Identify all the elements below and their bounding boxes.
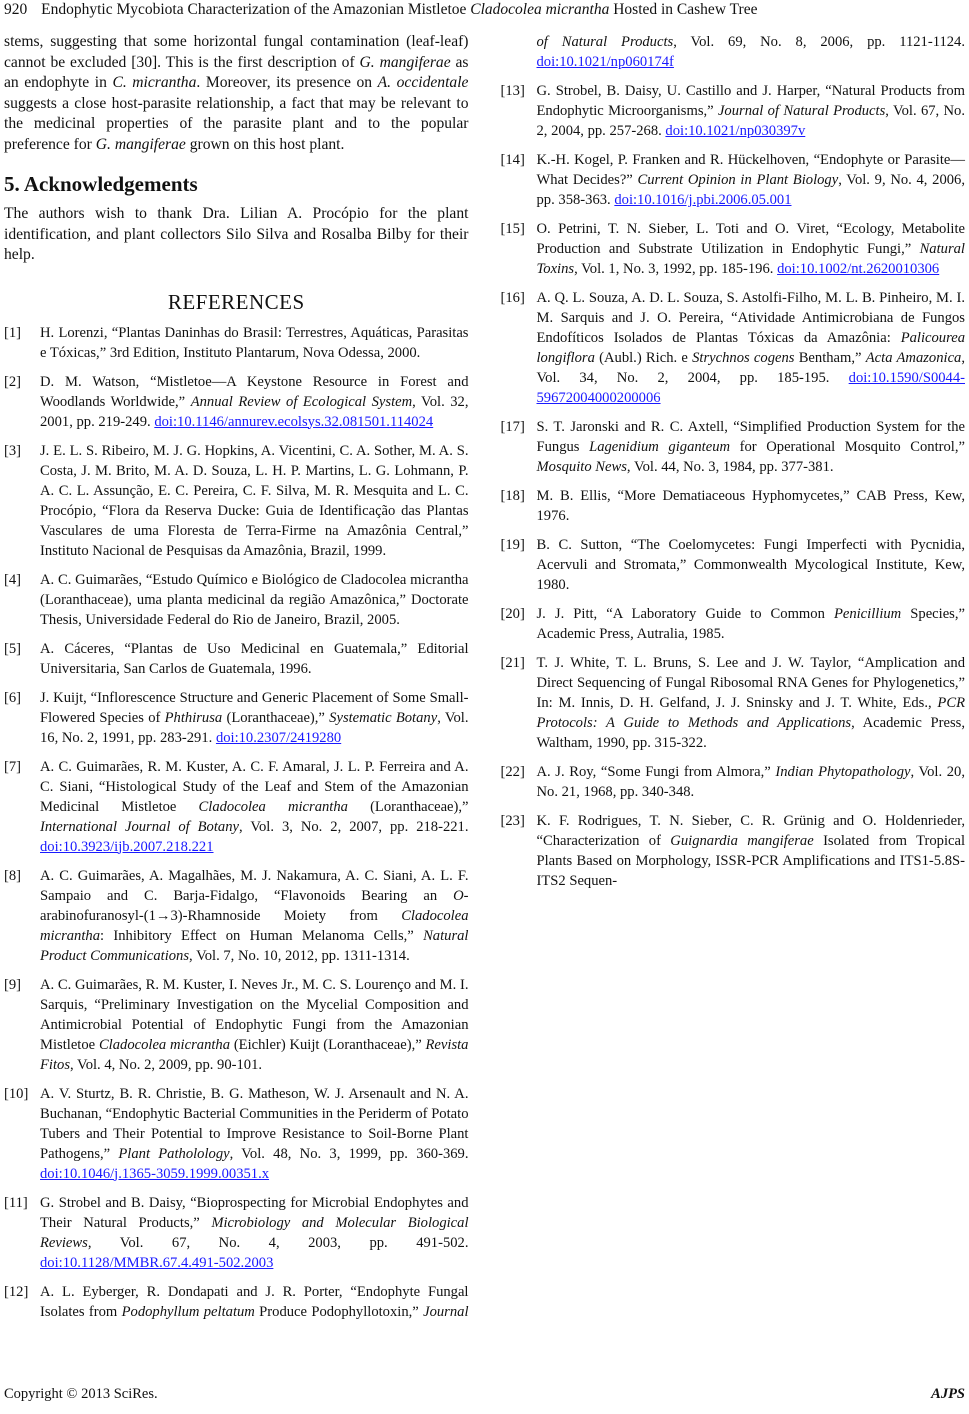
header-title-species: Cladocolea micrantha: [470, 1, 610, 18]
italic-text: Revista Fitos: [40, 1036, 469, 1073]
reference-text: [40, 1193, 469, 1273]
italic-text: Palicourea longiflora: [536, 330, 965, 366]
text-segment: S. T. Jaronski and R. C. Axtell, “Simplified Production System for the Fungus: [536, 419, 965, 455]
reference-item: [501, 81, 966, 141]
text-segment: stems, suggesting that some horizontal fungal contamination (leaf-leaf) cannot be excluded [30]. This is the first description of: [4, 33, 469, 71]
reference-item: [501, 604, 966, 644]
text-segment: . Moreover, its presence on: [196, 74, 378, 92]
italic-text: Annual Review of Ecological System: [190, 393, 413, 410]
reference-text: [537, 288, 966, 408]
italic-text: Acta Amazonica: [865, 350, 962, 366]
reference-number: [19]: [500, 537, 525, 553]
italic-text: Indian Phytopathology: [775, 764, 911, 780]
italic-text: Current Opinion in Plant Biology: [637, 172, 839, 188]
text-segment: Species,” Academic Press, Autralia, 1985.: [536, 606, 965, 642]
reference-number: [13]: [500, 83, 525, 99]
reference-number: [6]: [4, 689, 22, 706]
text-segment: Bentham,”: [794, 350, 866, 366]
reference-number: [18]: [500, 488, 525, 504]
reference-text: [537, 653, 966, 753]
text-segment: , Vol. 3, No. 2, 2007, pp. 218-221.: [238, 818, 469, 835]
reference-item: [4, 441, 469, 561]
text-segment: A. C. Guimarães, R. M. Kuster, I. Neves Jr., M. C. S. Lourenço and M. I. Sarquis, “Preliminary Investigation on the Mycelial Composition and Antimicrobial Potential of Endophytic Fungi from the Amazonian Mistletoe: [40, 976, 469, 1053]
text-segment: , Academic Press, Waltham, 1990, pp. 315-322.: [536, 715, 965, 751]
doi-link[interactable]: doi:10.1016/j.pbi.2006.05.001: [614, 192, 792, 208]
doi-link[interactable]: doi:10.3923/ijb.2007.218.221: [40, 838, 214, 855]
reference-number: [14]: [500, 152, 525, 168]
reference-text: [40, 757, 469, 857]
reference-text: [537, 762, 966, 802]
italic-text: Strychnos cogens: [692, 350, 795, 366]
text-segment: A. Q. L. Souza, A. D. L. Souza, S. Astolfi-Filho, M. L. B. Pinheiro, M. I. M. Sarquis and J. O. Pereira, “Atividade Antimicrobiana de Fungos Endofíticos Isolados de Plantas Tóxicas da Amazônia:: [536, 290, 965, 346]
text-segment: B. C. Sutton, “The Coelomycetes: Fungi Imperfecti with Pycnidia, Acervuli and Stromata,” Commonwealth Mycological Institute, Kew, 1980.: [536, 537, 965, 593]
acknowledgements-text: The authors wish to thank Dra. Lilian A. Procópio for the plant identification, and plant collectors Silo Silva and Rosalba Bilby for their help.: [4, 205, 469, 264]
text-segment: K.-H. Kogel, P. Franken and R. Hückelhoven, “Endophyte or Parasite—What Decides?”: [536, 152, 965, 188]
doi-link[interactable]: doi:10.1021/np030397v: [665, 123, 806, 139]
running-header: [4, 0, 757, 20]
reference-text: [537, 604, 966, 644]
reference-number: [20]: [500, 606, 525, 622]
text-segment: J. J. Pitt, “A Laboratory Guide to Common: [536, 606, 834, 622]
text-segment: G. Strobel, B. Daisy, U. Castillo and J. Harper, “Natural Products from Endophytic Microorganisms,”: [536, 83, 965, 119]
doi-link[interactable]: doi:10.1002/nt.2620010306: [777, 261, 940, 277]
reference-item: [4, 975, 469, 1075]
italic-text: Cladocolea micrantha: [40, 907, 469, 944]
text-segment: , Vol. 16, No. 2, 1991, pp. 283-291.: [40, 709, 469, 746]
references-heading: REFERENCES: [167, 289, 305, 314]
text-segment: grown on this host plant.: [185, 135, 345, 153]
italic-text: Plant Patholology: [118, 1145, 230, 1162]
doi-link[interactable]: doi:10.2307/2419280: [215, 729, 342, 746]
text-segment: G. Strobel and B. Daisy, “Bioprospecting for Microbial Endophytes and Their Natural Products,”: [40, 1194, 469, 1231]
reference-text: [537, 535, 966, 595]
text-segment: , Vol. 44, No. 3, 1984, pp. 377-381.: [626, 459, 834, 475]
italic-text: A. occidentale: [377, 74, 469, 92]
reference-number: [11]: [4, 1194, 28, 1211]
italic-text: Phthirusa: [164, 709, 223, 726]
text-segment: : Inhibitory Effect on Human Melanoma Cells,”: [100, 927, 424, 944]
text-segment: A. C. Guimarães, “Estudo Químico e Biológico de Cladocolea micrantha (Loranthaceae), uma planta medicinal da região Amazônica,” Doctorate Thesis, Universidade Federal do Rio de Janeiro, Brazil, 2005.: [40, 571, 469, 628]
text-segment: J. Kuijt, “Inflorescence Structure and Generic Placement of Some Small-Flowered Species of: [40, 689, 469, 726]
reference-number: [12]: [4, 1283, 29, 1300]
reference-item: [4, 372, 469, 432]
reference-item: [501, 288, 966, 408]
reference-text: [40, 570, 469, 630]
text-segment: J. E. L. S. Ribeiro, M. J. G. Hopkins, A. Vicentini, C. A. Sother, M. A. S. Costa, J. M. Brito, M. A. D. Souza, L. H. P. Martins, L. G. Lohmann, P. A. C. L. Assunção, E. C. Pereira, C. F. Silva, M. R. Mesquita and L. C. Procópio, “Flora da Reserva Ducke: Guia de Identificação das Plantas Vasculares de uma Floresta de Terra-Firme na Amazônia Central,” Instituto Nacional de Pesquisas da Amazônia, Brazil, 1999.: [40, 442, 469, 559]
text-segment: , Vol. 67, No. 4, 2003, pp. 491-502.: [87, 1234, 469, 1251]
doi-link[interactable]: doi:10.1128/MMBR.67.4.491-502.2003: [40, 1254, 274, 1271]
text-segment: , Vol. 67, No. 2, 2004, pp. 257-268.: [536, 103, 965, 139]
reference-item: [4, 1193, 469, 1273]
italic-text: Natural Toxins: [536, 241, 965, 277]
reference-item: [4, 866, 469, 966]
text-segment: D. M. Watson, “Mistletoe—A Keystone Resource in Forest and Woodlands Worldwide,”: [40, 373, 469, 410]
reference-text: [40, 688, 469, 748]
copyright: Copyright © 2013 SciRes.: [4, 1386, 158, 1402]
reference-item: [501, 653, 966, 753]
reference-number: [3]: [4, 442, 22, 459]
italic-text: G. mangiferae: [359, 53, 451, 71]
text-segment: , Vol. 32, 2001, pp. 219-249.: [40, 393, 469, 430]
reference-number: [5]: [4, 640, 22, 657]
acknowledgements-heading: 5. Acknowledgements: [4, 171, 198, 196]
reference-text: [537, 81, 966, 141]
reference-item: [501, 811, 966, 891]
text-segment: (Aubl.) Rich. e: [594, 350, 693, 366]
reference-item: [4, 1084, 469, 1184]
reference-text: [40, 372, 469, 432]
text-segment: H. Lorenzi, “Plantas Daninhas do Brasil: Terrestres, Aquáticas, Parasitas e Tóxicas,” 3rd Edition, Instituto Plantarum, Nova Odessa, 2000.: [40, 324, 469, 361]
reference-item: [4, 639, 469, 679]
reference-text: [40, 441, 469, 561]
italic-text: O: [453, 887, 464, 904]
text-segment: , Vol. 20, No. 21, 1968, pp. 340-348.: [536, 764, 965, 800]
text-segment: A. C. Guimarães, R. M. Kuster, A. C. F. Amaral, J. L. P. Ferreira and A. C. Siani, “Histological Study of the Leaf and Stem of the Amazonian Medicinal Mistletoe: [40, 758, 469, 815]
italic-text: Podophyllum peltatum: [121, 1303, 255, 1320]
reference-text: [40, 866, 469, 966]
text-segment: (Loranthaceae),”: [347, 798, 469, 815]
text-segment: (Loranthaceae),”: [222, 709, 330, 726]
reference-number: [2]: [4, 373, 22, 390]
text-segment: , Vol. 4, No. 2, 2009, pp. 90-101.: [70, 1056, 263, 1073]
reference-text: [40, 1084, 469, 1184]
text-segment: , Vol. 34, No. 2, 2004, pp. 185-195.: [536, 350, 965, 386]
reference-number: [15]: [500, 221, 525, 237]
article-body: [4, 32, 965, 1352]
text-segment: , Vol. 7, No. 10, 2012, pp. 1311-1314.: [189, 947, 410, 964]
reference-item: [4, 570, 469, 630]
text-segment: A. Cáceres, “Plantas de Uso Medicinal en Guatemala,” Editorial Universitaria, San Carlos de Guatemala, 1996.: [40, 640, 469, 677]
reference-number: [10]: [4, 1085, 29, 1102]
italic-text: Lagenidium giganteum: [589, 439, 731, 455]
text-segment: A. L. Eyberger, R. Dondapati and J. R. Porter, “Endophyte Fungal Isolates from: [40, 1283, 469, 1320]
reference-text: [40, 639, 469, 679]
reference-text: [40, 323, 469, 363]
journal-abbrev: AJPS: [931, 1386, 965, 1402]
italic-text: Journal of Natural Products: [717, 103, 886, 119]
text-segment: as an endophyte in: [4, 53, 469, 92]
text-segment: K. F. Rodrigues, T. N. Sieber, C. R. Grünig and O. Holdenrieder, “Characterization of: [536, 813, 965, 849]
reference-item: [501, 762, 966, 802]
reference-item: [4, 323, 469, 363]
italic-text: PCR Protocols: A Guide to Methods and Applications: [536, 695, 965, 731]
reference-item: [501, 219, 966, 279]
doi-link[interactable]: doi:10.1046/j.1365-3059.1999.00351.x: [40, 1165, 270, 1182]
intro-paragraph: [4, 32, 469, 156]
italic-text: G. mangiferae: [95, 135, 186, 153]
text-segment: , Vol. 69, No. 8, 2006, pp. 1121-1124.: [673, 34, 965, 50]
text-segment: M. B. Ellis, “More Dematiaceous Hyphomycetes,” CAB Press, Kew, 1976.: [536, 488, 965, 524]
reference-item: [501, 535, 966, 595]
reference-text: [537, 811, 966, 891]
reference-number: [22]: [500, 764, 525, 780]
doi-link[interactable]: doi:10.1021/np060174f: [536, 54, 674, 70]
doi-link[interactable]: doi:10.1146/annurev.ecolsys.32.081501.114024: [154, 413, 434, 430]
text-segment: , Vol. 1, No. 3, 1992, pp. 185-196.: [574, 261, 778, 277]
header-title-text-end: Hosted in Cashew Tree: [609, 1, 758, 18]
reference-text: [537, 150, 966, 210]
italic-text: Mosquito News: [536, 459, 627, 475]
reference-number: [8]: [4, 867, 22, 884]
text-segment: for Operational Mosquito Control,”: [730, 439, 965, 455]
doi-link[interactable]: doi:10.1590/S0044-59672004000200006: [536, 370, 965, 406]
reference-number: [16]: [500, 290, 525, 306]
reference-item: [501, 486, 966, 526]
reference-text: [537, 417, 966, 477]
reference-number: [9]: [4, 976, 22, 993]
reference-item: [4, 757, 469, 857]
reference-number: [7]: [4, 758, 22, 775]
text-segment: , Vol. 9, No. 4, 2006, pp. 358-363.: [536, 172, 966, 208]
reference-number: [4]: [4, 571, 22, 588]
text-segment: -arabinofuranosyl-(1→3)-Rhamnoside Moiety from: [40, 887, 469, 924]
italic-text: Penicillium: [833, 606, 902, 622]
text-segment: Isolated from Tropical Plants Based on Morphology, ISSR-PCR Amplifications and ITS1-5.8S-ITS2 Sequen-: [536, 833, 966, 889]
reference-item: [501, 150, 966, 210]
reference-number: [1]: [4, 324, 22, 341]
text-segment: A. V. Sturtz, B. R. Christie, B. G. Matheson, W. J. Arsenault and N. A. Buchanan, “Endophytic Bacterial Communities in the Periderm of Potato Tubers and Their Potential to Improve Resistance to Soil-Borne Plant Pathogens,”: [40, 1085, 469, 1162]
reference-number: [17]: [500, 419, 525, 435]
italic-text: Journal of Natural Products: [423, 34, 674, 1320]
italic-text: International Journal of Botany: [40, 818, 239, 835]
header-title: [41, 1, 757, 18]
page-footer: [4, 1386, 965, 1403]
text-segment: T. J. White, T. L. Bruns, S. Lee and J. W. Taylor, “Amplication and Direct Sequencing of Fungal Ribosomal RNA Genes for Phylogenetics,” In: M. Innis, D. H. Gelfand, J. J. Sninsky and J. T. White, Eds.,: [536, 655, 965, 711]
reference-text: [537, 486, 966, 526]
header-title-text: Endophytic Mycobiota Characterization of the Amazonian Mistletoe: [41, 1, 471, 18]
reference-number: [21]: [500, 655, 525, 671]
italic-text: Cladocolea micrantha: [98, 1036, 231, 1053]
text-segment: A. J. Roy, “Some Fungi from Almora,”: [536, 764, 776, 780]
italic-text: Microbiology and Molecular Biological Reviews: [40, 1214, 469, 1251]
italic-text: C. micrantha: [112, 74, 197, 92]
text-segment: , Vol. 48, No. 3, 1999, pp. 360-369.: [229, 1145, 469, 1162]
reference-item: [4, 688, 469, 748]
italic-text: Cladocolea micrantha: [198, 798, 348, 815]
text-segment: suggests a close host-parasite relationship, a fact that may be relevant to the medicinal properties of the parasite plant and to the popular preference for: [4, 94, 469, 153]
italic-text: Natural Product Communications: [40, 927, 469, 964]
text-segment: Produce Podophyllotoxin,”: [254, 1303, 424, 1320]
reference-item: [501, 417, 966, 477]
page-number: 920: [4, 1, 28, 18]
italic-text: Systematic Botany: [329, 709, 438, 726]
reference-number: [23]: [500, 813, 525, 829]
text-segment: O. Petrini, T. N. Sieber, L. Toti and O. Viret, “Ecology, Metabolite Production and Substrate Utilization in Endophytic Fungi,”: [536, 221, 965, 257]
reference-text: [537, 219, 966, 279]
italic-text: Guignardia mangiferae: [670, 833, 814, 849]
text-segment: (Eichler) Kuijt (Loranthaceae),”: [230, 1036, 426, 1053]
text-segment: A. C. Guimarães, A. Magalhães, M. J. Nakamura, A. C. Siani, A. L. F. Sampaio and C. Barja-Fidalgo, “Flavonoids Bearing an: [40, 867, 469, 904]
reference-text: [40, 975, 469, 1075]
